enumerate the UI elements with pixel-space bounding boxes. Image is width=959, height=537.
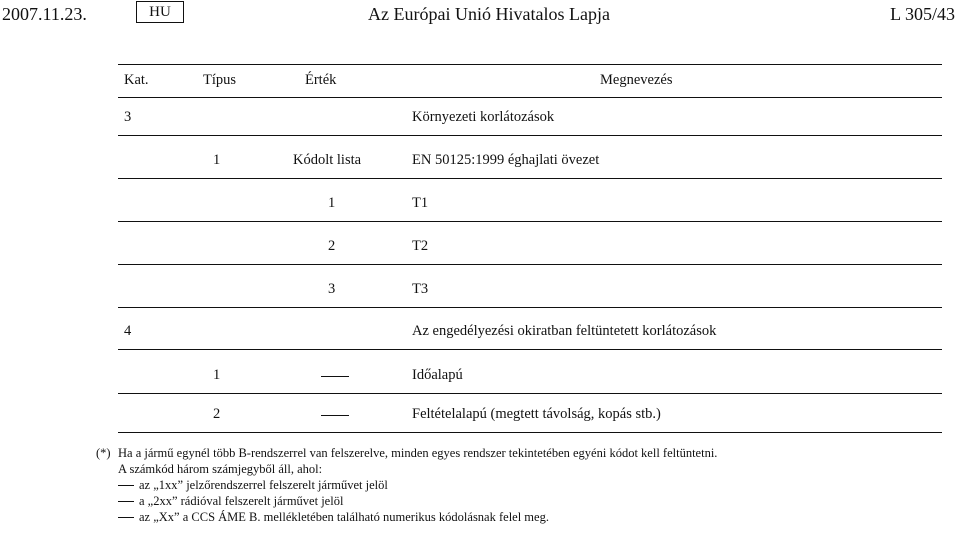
footnote-item: az „1xx” jelzőrendszerrel felszerelt járművet jelöl (139, 478, 388, 492)
table-row-megnevezes: T3 (412, 281, 429, 297)
list-dash (118, 517, 134, 518)
dash-mark (321, 376, 349, 377)
table-row-megnevezes: Időalapú (412, 367, 463, 383)
row-rule (118, 135, 942, 136)
table-bottom-rule (118, 432, 942, 433)
table-row-megnevezes: Környezeti korlátozások (412, 109, 555, 125)
table-row-megnevezes: T2 (412, 238, 429, 254)
table-row-megnevezes: EN 50125:1999 éghajlati övezet (412, 152, 600, 168)
table-row-ertek: 2 (328, 238, 336, 254)
footnote-intro: A számkód három számjegyből áll, ahol: (118, 462, 323, 476)
publication-date: 2007.11.23. (2, 4, 87, 24)
dash-mark (321, 415, 349, 416)
table-top-rule (118, 64, 942, 65)
column-header-tipus: Típus (203, 72, 237, 88)
journal-title: Az Európai Unió Hivatalos Lapja (368, 4, 610, 24)
footnote-item: az „Xx” a CCS ÁME B. mellékletében található numerikus kódolásnak felel meg. (139, 510, 549, 524)
table-row-megnevezes: Az engedélyezési okiratban feltüntetett korlátozások (412, 323, 717, 339)
row-rule (118, 264, 942, 265)
table-row-kat: 3 (124, 109, 132, 125)
table-row-tipus: 2 (213, 406, 221, 422)
column-header-ertek: Érték (305, 72, 337, 88)
table-row-ertek: 1 (328, 195, 336, 211)
row-rule (118, 178, 942, 179)
page-number: L 305/43 (890, 4, 955, 24)
table-row-ertek: 3 (328, 281, 336, 297)
header-rule (118, 97, 942, 98)
table-row-ertek: Kódolt lista (293, 152, 362, 168)
table-row-tipus: 1 (213, 367, 221, 383)
table-row-kat: 4 (124, 323, 132, 339)
row-rule (118, 221, 942, 222)
table-row-megnevezes: Feltételalapú (megtett távolság, kopás stb.) (412, 406, 661, 422)
list-dash (118, 485, 134, 486)
language-badge: HU (136, 1, 184, 23)
row-rule (118, 349, 942, 350)
page-header (0, 0, 959, 30)
list-dash (118, 501, 134, 502)
table-row-megnevezes: T1 (412, 195, 429, 211)
table-row-tipus: 1 (213, 152, 221, 168)
column-header-megnevezes: Megnevezés (600, 72, 673, 88)
footnote-marker: (*) (96, 446, 111, 460)
row-rule (118, 393, 942, 394)
row-rule (118, 307, 942, 308)
column-header-kat: Kat. (124, 72, 149, 88)
footnote-text: Ha a jármű egynél több B-rendszerrel van felszerelve, minden egyes rendszer tekintetében egyéni kódot kell feltüntetni. (118, 446, 718, 460)
footnote-item: a „2xx” rádióval felszerelt járművet jelöl (139, 494, 344, 508)
